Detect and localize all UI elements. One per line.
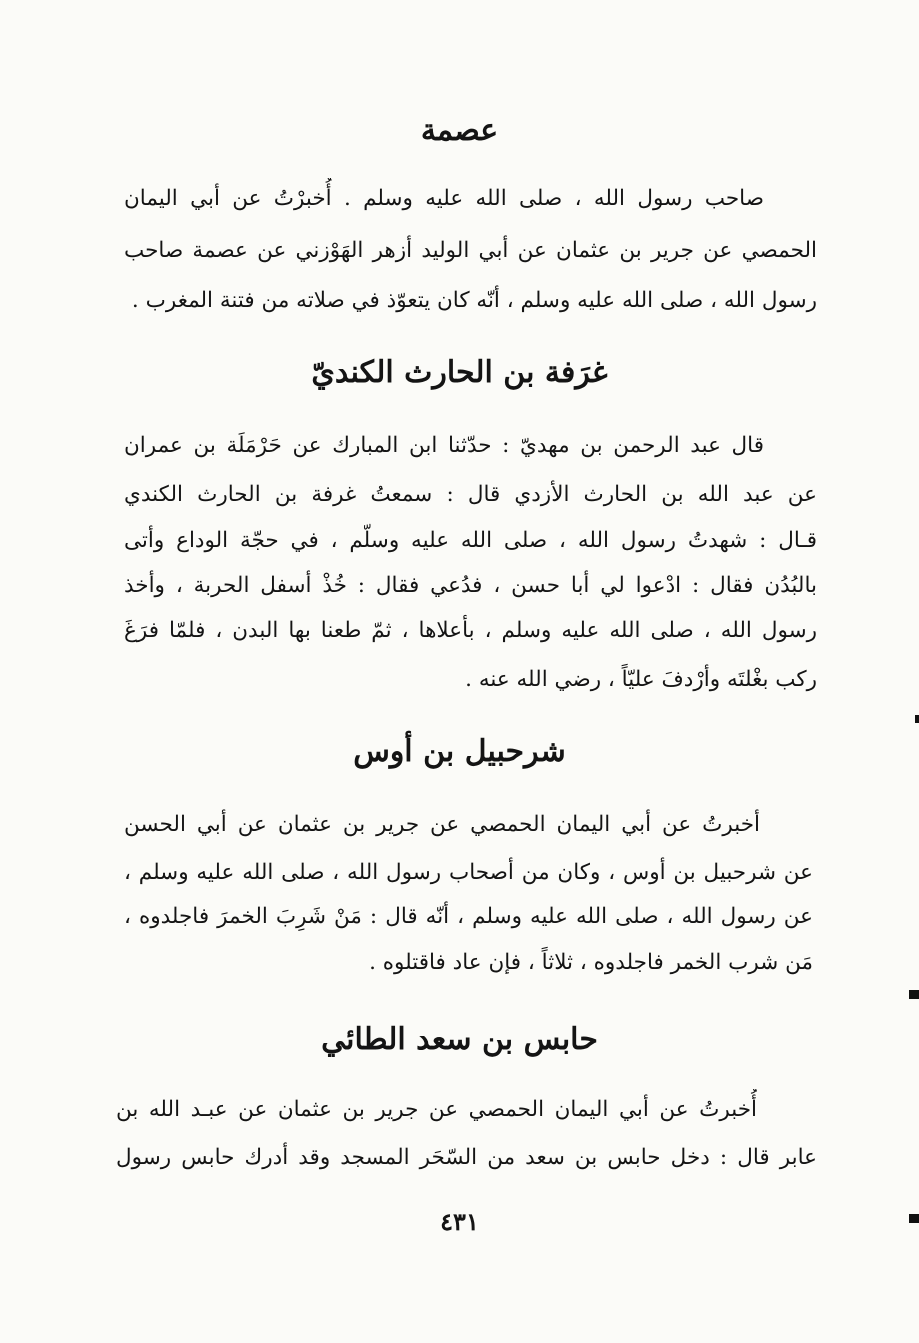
text-line: ركب بغْلتَه وأرْدفَ عليّاً ، رضي الله عنه . bbox=[465, 667, 817, 692]
text-line: عن عبد الله بن الحارث الأزدي قال : سمعتُ غرفة بن الحارث الكندي bbox=[124, 482, 817, 507]
page-number: ٤٣١ bbox=[440, 1207, 479, 1236]
text-line: مَن شرب الخمر فاجلدوه ، ثلاثاً ، فإن عاد فاقتلوه . bbox=[369, 950, 813, 975]
text-line: عابر قال : دخل حابس بن سعد من السّحَر المسجد وقد أدرك حابس رسول bbox=[116, 1145, 817, 1170]
section-heading-ghurfah: غرَفة بن الحارث الكنديّ bbox=[311, 355, 608, 390]
text-line: رسول الله ، صلى الله عليه وسلم ، أنّه كان يتعوّذ في صلاته من فتنة المغرب . bbox=[131, 288, 817, 313]
text-line: صاحب رسول الله ، صلى الله عليه وسلم . أُخبرْتُ عن أبي اليمان bbox=[124, 186, 764, 211]
section-heading-shurahbil: شرحبيل بن أوس bbox=[353, 734, 566, 769]
text-line: قال عبد الرحمن بن مهديّ : حدّثنا ابن المبارك عن حَرْمَلَة بن عمران bbox=[124, 433, 764, 458]
text-line: رسول الله ، صلى الله عليه وسلم ، بأعلاها ، ثمّ طعنا بها البدن ، فلمّا فرَغَ bbox=[124, 618, 817, 643]
text-line: بالبُدُن فقال : ادْعوا لي أبا حسن ، فدُعي فقال : خُذْ أسفل الحربة ، وأخذ bbox=[124, 573, 817, 598]
scan-edge-mark bbox=[909, 990, 919, 999]
scan-edge-mark bbox=[915, 715, 919, 723]
text-line: عن شرحبيل بن أوس ، وكان من أصحاب رسول الله ، صلى الله عليه وسلم ، bbox=[124, 860, 813, 885]
section-heading-habis: حابس بن سعد الطائي bbox=[321, 1022, 598, 1057]
text-line: عن رسول الله ، صلى الله عليه وسلم ، أنّه قال : مَنْ شَرِبَ الخمرَ فاجلدوه ، bbox=[124, 904, 813, 929]
text-line: أُخبرتُ عن أبي اليمان الحمصي عن جرير بن عثمان عن عبـد الله بن bbox=[116, 1097, 757, 1122]
text-line: الحمصي عن جرير بن عثمان عن أبي الوليد أزهر الهَوْزني عن عصمة صاحب bbox=[124, 238, 817, 263]
scan-edge-mark bbox=[909, 1214, 919, 1223]
section-heading-ismah: عصمة bbox=[420, 113, 499, 148]
text-line: قـال : شهدتُ رسول الله ، صلى الله عليه وسلّم ، في حجّة الوداع وأتى bbox=[124, 528, 817, 553]
text-line: أخبرتُ عن أبي اليمان الحمصي عن جرير بن عثمان عن أبي الحسن bbox=[124, 812, 760, 837]
